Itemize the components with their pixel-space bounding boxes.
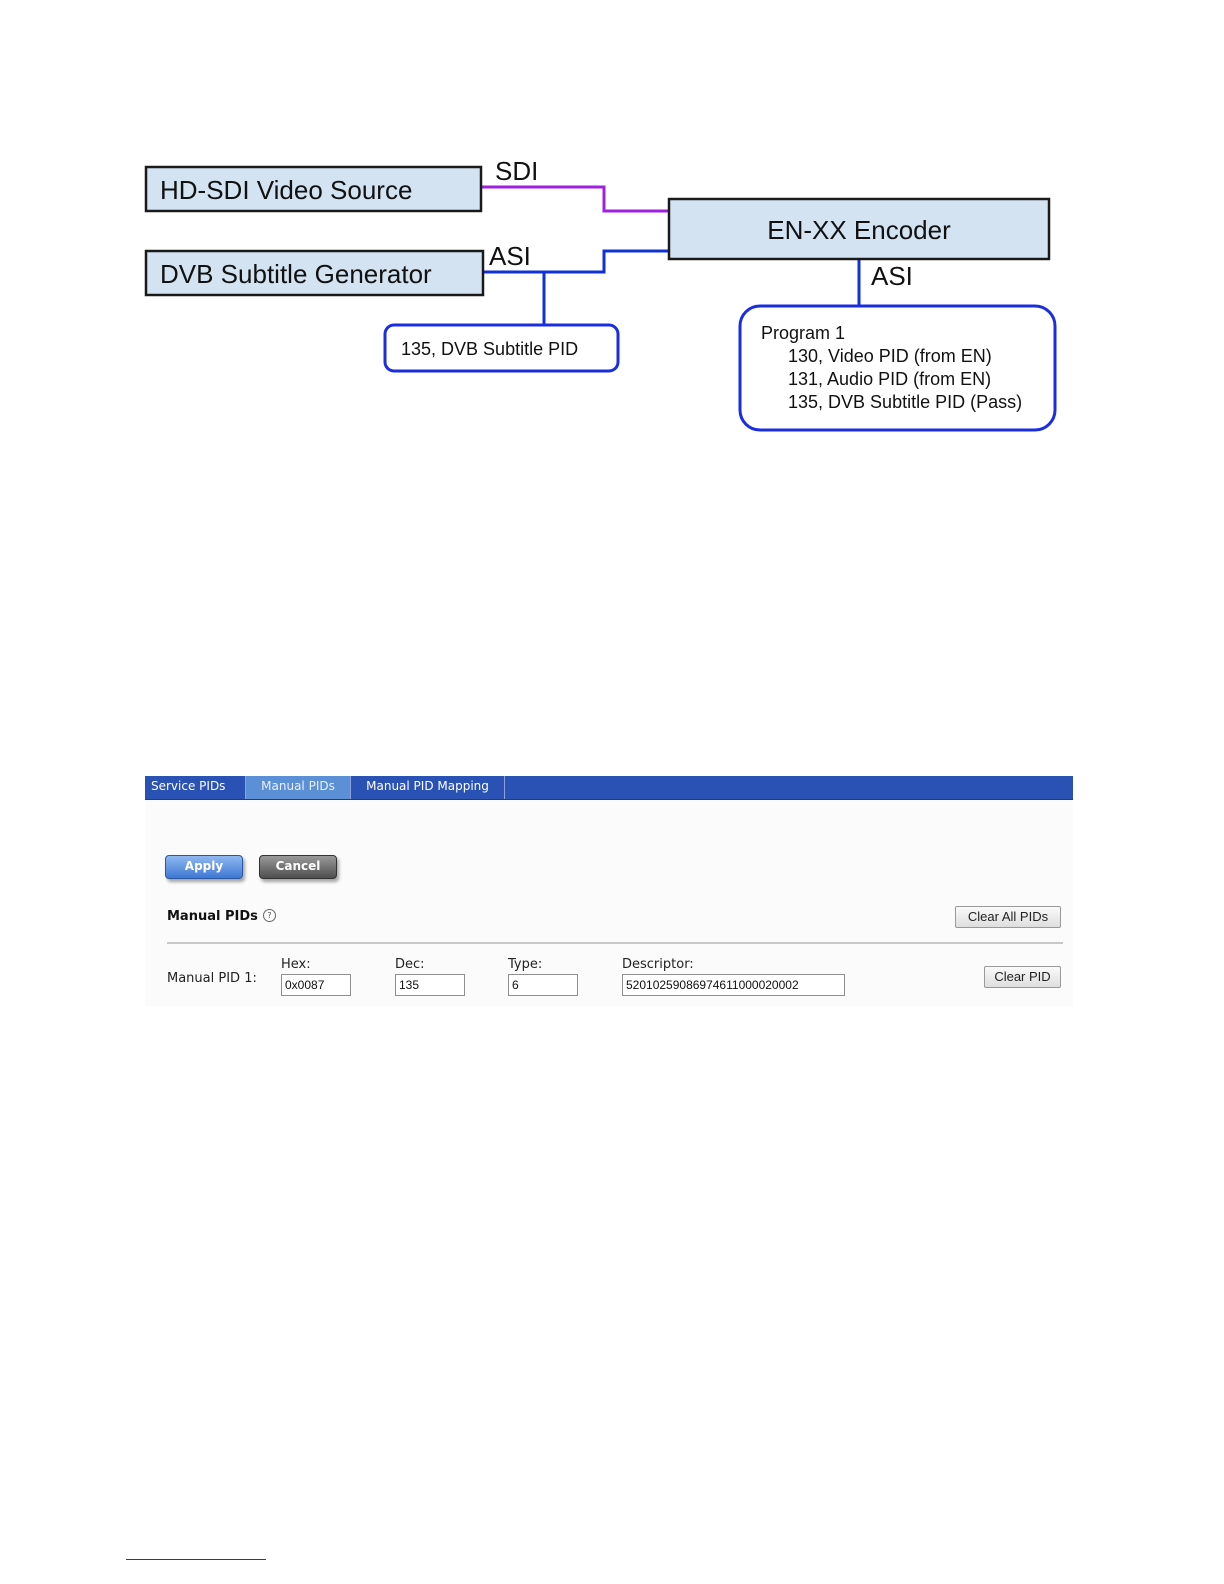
descriptor-input[interactable] <box>622 974 845 996</box>
subtitle-generator-label: DVB Subtitle Generator <box>160 259 432 289</box>
tab-service-pids[interactable]: Service PIDs <box>145 776 246 799</box>
encoder-label: EN-XX Encoder <box>767 215 951 245</box>
signal-flow-diagram <box>0 0 1224 460</box>
program-line-audio: 131, Audio PID (from EN) <box>788 369 992 389</box>
type-input[interactable] <box>508 974 578 996</box>
tab-bar <box>145 776 1073 800</box>
subtitle-generator-box <box>146 251 483 295</box>
help-icon[interactable]: ? <box>263 909 276 922</box>
program-line-video: 130, Video PID (from EN) <box>788 346 992 366</box>
clear-all-pids-button[interactable]: Clear All PIDs <box>955 906 1061 928</box>
video-source-box <box>146 167 481 211</box>
tab-manual-pid-mapping[interactable]: Manual PID Mapping <box>351 776 505 799</box>
dec-label: Dec: <box>395 957 425 972</box>
encoder-box <box>669 199 1049 259</box>
program-line-subtitle: 135, DVB Subtitle PID (Pass) <box>788 392 1023 412</box>
type-label: Type: <box>508 957 543 972</box>
footnote-separator <box>126 1559 266 1560</box>
descriptor-label: Descriptor: <box>622 957 694 972</box>
sdi-link-label: SDI <box>495 156 539 186</box>
section-divider <box>167 942 1063 944</box>
dec-input[interactable] <box>395 974 465 996</box>
subtitle-pid-text: 135, DVB Subtitle PID <box>401 339 579 359</box>
hex-input[interactable] <box>281 974 351 996</box>
program-callout <box>740 306 1055 430</box>
clear-pid-button[interactable]: Clear PID <box>984 966 1061 988</box>
sdi-link-line <box>481 187 669 211</box>
asi-input-link-label: ASI <box>489 241 531 271</box>
hex-label: Hex: <box>281 957 311 972</box>
tab-manual-pids[interactable]: Manual PIDs <box>246 776 351 799</box>
program-title: Program 1 <box>761 323 846 343</box>
manual-pid-row-label: Manual PID 1: <box>167 971 257 986</box>
asi-output-link-label: ASI <box>871 261 913 291</box>
section-title: Manual PIDs <box>167 909 258 924</box>
video-source-label: HD-SDI Video Source <box>160 175 413 205</box>
subtitle-pid-callout <box>385 325 618 371</box>
apply-button[interactable]: Apply <box>165 855 243 879</box>
manual-pids-panel <box>145 776 1073 1006</box>
cancel-button[interactable]: Cancel <box>259 855 337 879</box>
